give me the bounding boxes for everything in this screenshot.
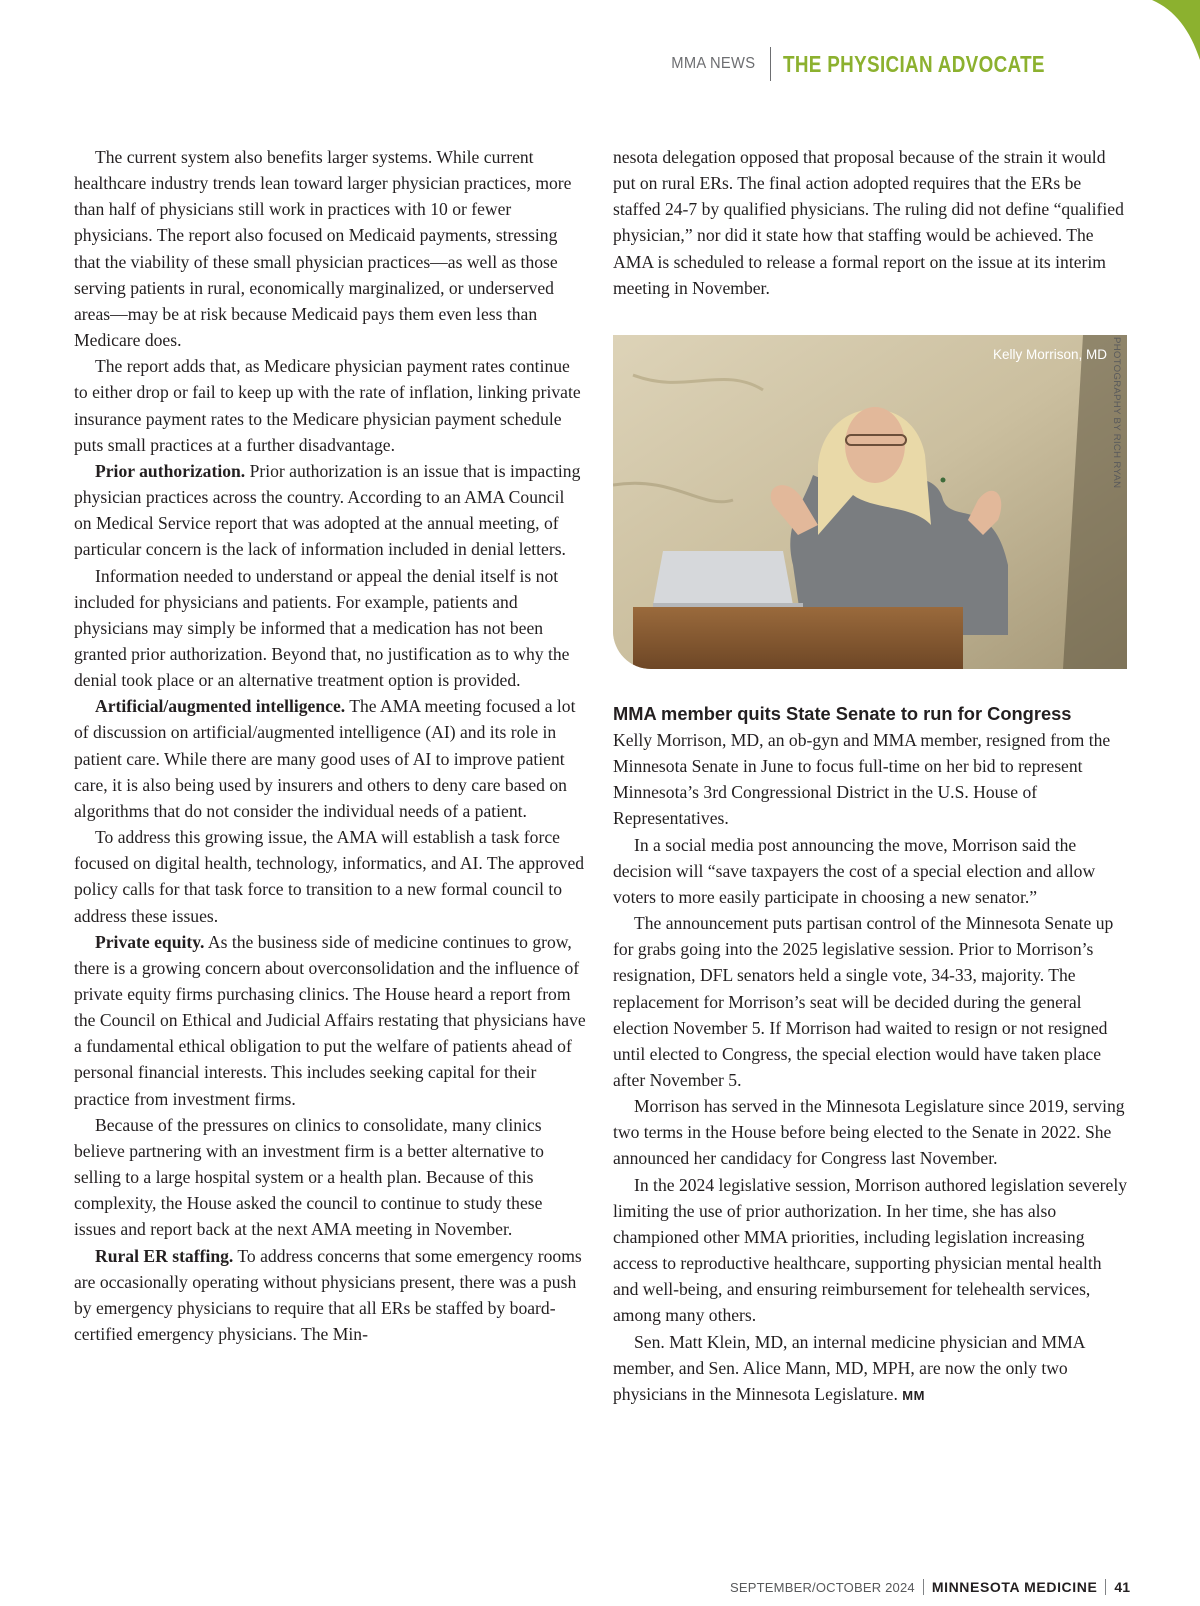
footer-divider xyxy=(923,1579,924,1595)
page-number: 41 xyxy=(1114,1579,1130,1595)
run-in-heading: Prior authorization. xyxy=(95,460,246,481)
page-footer xyxy=(730,1579,1130,1595)
run-in-heading: Rural ER staffing. xyxy=(95,1245,234,1266)
paragraph: In a social media post announcing the move, Morrison said the decision will “save taxpayers the cost of a special election and allow voters to more easily participate in choosing a new senator.” xyxy=(613,834,1096,907)
page-header xyxy=(664,48,1102,80)
paragraph: The report adds that, as Medicare physician payment rates continue to either drop or fail to keep up with the rate of inflation, linking private insurance payment rates to the Medicare physician payment schedule puts small practices at a further disadvantage. xyxy=(74,356,581,455)
paragraph: Information needed to understand or appeal the denial itself is not included for physicians and patients. For example, patients and physicians may simply be informed that a medication has not been granted prior authorization. Beyond that, no justification as to why the denial took place or an alternative treatment option is provided. xyxy=(74,565,570,691)
paragraph: Rural ER staffing. To address concerns that some emergency rooms are occasionally operating without physicians present, there was a push by emergency physicians to require that all ERs be staffed by board-certified emergency physicians. The Min- xyxy=(74,1245,582,1345)
footer-divider xyxy=(1105,1579,1106,1595)
paragraph: To address this growing issue, the AMA will establish a task force focused on digital health, technology, informatics, and AI. The approved policy calls for that task force to transition to a new formal council to address these issues. xyxy=(74,827,585,926)
magazine-title: MINNESOTA MEDICINE xyxy=(931,1579,1098,1595)
run-in-heading: Artificial/augmented intelligence. xyxy=(95,696,346,717)
paragraph: The current system also benefits larger systems. While current healthcare industry trends lean toward larger physician practices, more than half of physicians still work in practices with 10 or fewer physicians. The report also focused on Medicaid payments, stressing that the viability of these small physician practices—as well as those serving patients in rural, economically marginalized, or underserved areas—may be at risk because Medicaid pays them even less than Medicare does. xyxy=(74,147,572,351)
corner-accent-shape xyxy=(1090,0,1200,78)
paragraph-continuation: nesota delegation opposed that proposal because of the strain it would put on rural ERs. The final action adopted requires that the ERs be staffed 24-7 by qualified physicians. The ruling did not define “qualified physician,” nor did it state how that staffing would be achieved. The AMA is scheduled to release a formal report on the issue at its interim meeting in November. xyxy=(613,147,1124,298)
article-subhead: MMA member quits State Senate to run for Congress xyxy=(613,702,1072,724)
paragraph: Kelly Morrison, MD, an ob-gyn and MMA member, resigned from the Minnesota Senate in June to focus full-time on her bid to represent Minnesota’s 3rd Congressional District in the U.S. House of Representatives. xyxy=(613,729,1111,829)
publication-title: THE PHYSICIAN ADVOCATE xyxy=(782,50,1045,77)
paragraph: Sen. Matt Klein, MD, an internal medicine physician and MMA member, and Sen. Alice Mann, MD, MPH, are now the only two physicians in the Minnesota Legislature. MM xyxy=(613,1331,1085,1404)
photo-caption: Kelly Morrison, MD xyxy=(992,346,1107,362)
paragraph: Artificial/augmented intelligence. The AMA meeting focused a lot of discussion on artificial/augmented intelligence (AI) and its role in patient care. While there are many good uses of AI to improve patient care, it is also being used by insurers and others to deny care based on algorithms that do not consider the individual needs of a patient. xyxy=(74,696,576,821)
paragraph: Private equity. As the business side of medicine continues to grow, there is a growing concern about overconsolidation and the influence of private equity firms purchasing clinics. The House heard a report from the Council on Ethical and Judicial Affairs restating that physicians have a fundamental ethical obligation to put the welfare of patients ahead of personal financial interests. This includes seeking capital for their practice from investment firms. xyxy=(74,931,586,1109)
section-label: MMA NEWS xyxy=(671,55,756,72)
issue-date: SEPTEMBER/OCTOBER 2024 xyxy=(730,1579,915,1595)
paragraph: Because of the pressures on clinics to consolidate, many clinics believe partnering with an investment firm is a better alternative to selling to a large hospital system or a health plan. Because of this complexity, the House asked the council to continue to study these issues and report back at the next AMA meeting in November. xyxy=(74,1114,544,1240)
speaker-photo xyxy=(613,335,1127,669)
paragraph: Morrison has served in the Minnesota Legislature since 2019, serving two terms in the House before being elected to the Senate in 2022. She announced her candidacy for Congress last November. xyxy=(613,1096,1125,1169)
right-column xyxy=(613,144,1127,1409)
end-mark: MM xyxy=(902,1387,925,1403)
left-column xyxy=(74,144,586,1347)
run-in-heading: Private equity. xyxy=(95,931,205,952)
paragraph: In the 2024 legislative session, Morrison authored legislation severely limiting the use of prior authorization. In her time, she has also championed other MMA priorities, including legislation increasing access to reproductive healthcare, supporting physician mental health and well-being, and ensuring reimbursement for telehealth services, among many others. xyxy=(613,1174,1128,1326)
paragraph: Prior authorization. Prior authorization is an issue that is impacting physician practices across the country. According to an AMA Council on Medical Service report that was adopted at the annual meeting, of particular concern is the lack of information included in denial letters. xyxy=(74,460,581,560)
photo-credit: PHOTOGRAPHY BY RICH RYAN xyxy=(1111,337,1122,489)
paragraph: The announcement puts partisan control of the Minnesota Senate up for grabs going into the 2025 legislative session. Prior to Morrison’s resignation, DFL senators held a single vote, 34-33, majority. The replacement for Morrison’s seat will be decided during the general election November 5. If Morrison had waited to resign or not resigned until elected to Congress, the special election would have taken place after November 5. xyxy=(613,913,1114,1090)
header-divider xyxy=(770,47,771,81)
speaker-illustration xyxy=(613,335,1127,669)
